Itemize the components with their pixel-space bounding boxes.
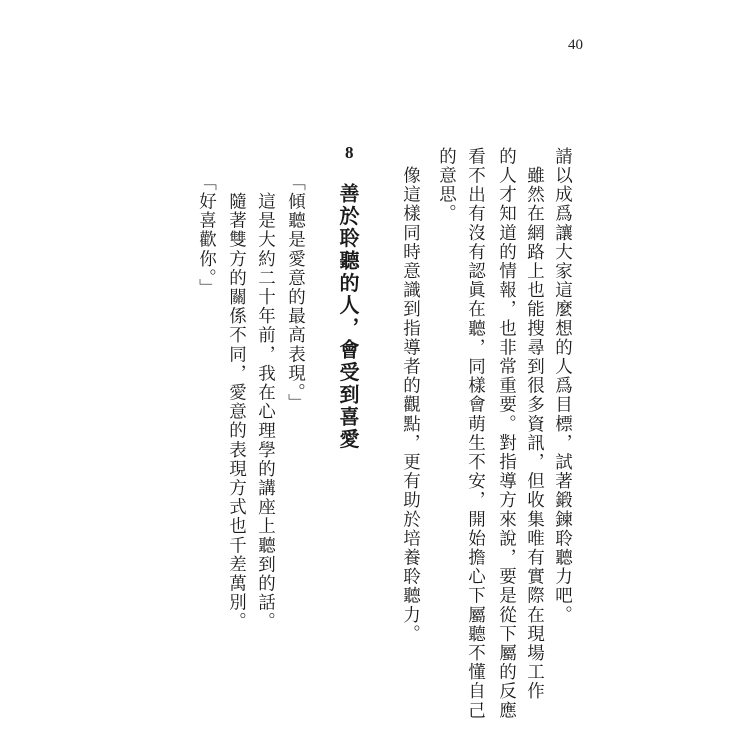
- section-title: 善於聆聽的人，會受到喜愛: [336, 183, 360, 451]
- quote-line-3: 隨著雙方的關係不同，愛意的表現方式也千差萬別。: [226, 173, 247, 632]
- quote-line-4: 「好喜歡你。」: [196, 173, 217, 298]
- page-number: 40: [568, 37, 583, 53]
- body-line-5: 的意思。: [436, 147, 457, 224]
- quote-line-2: 這是大約二十年前，我在心理學的講座上聽到的話。: [255, 173, 276, 632]
- body-line-6: 像這樣同時意識到指導者的觀點，更有助於培養聆聽力。: [400, 147, 421, 644]
- body-line-1: 請以成爲讓大家這麼想的人爲目標，試著鍛鍊聆聽力吧。: [552, 147, 573, 625]
- section-number: 8: [345, 143, 354, 162]
- body-line-3: 的人才知道的情報，也非常重要。對指導方來說，要是從下屬的反應: [496, 147, 517, 720]
- body-line-2: 雖然在網路上也能搜尋到很多資訊，但收集唯有實際在現場工作: [524, 147, 545, 701]
- body-line-4: 看不出有沒有認眞在聽，同樣會萌生不安，開始擔心下屬聽不懂自己: [465, 147, 486, 720]
- quote-line-1: 「傾聽是愛意的最高表現。」: [285, 173, 306, 413]
